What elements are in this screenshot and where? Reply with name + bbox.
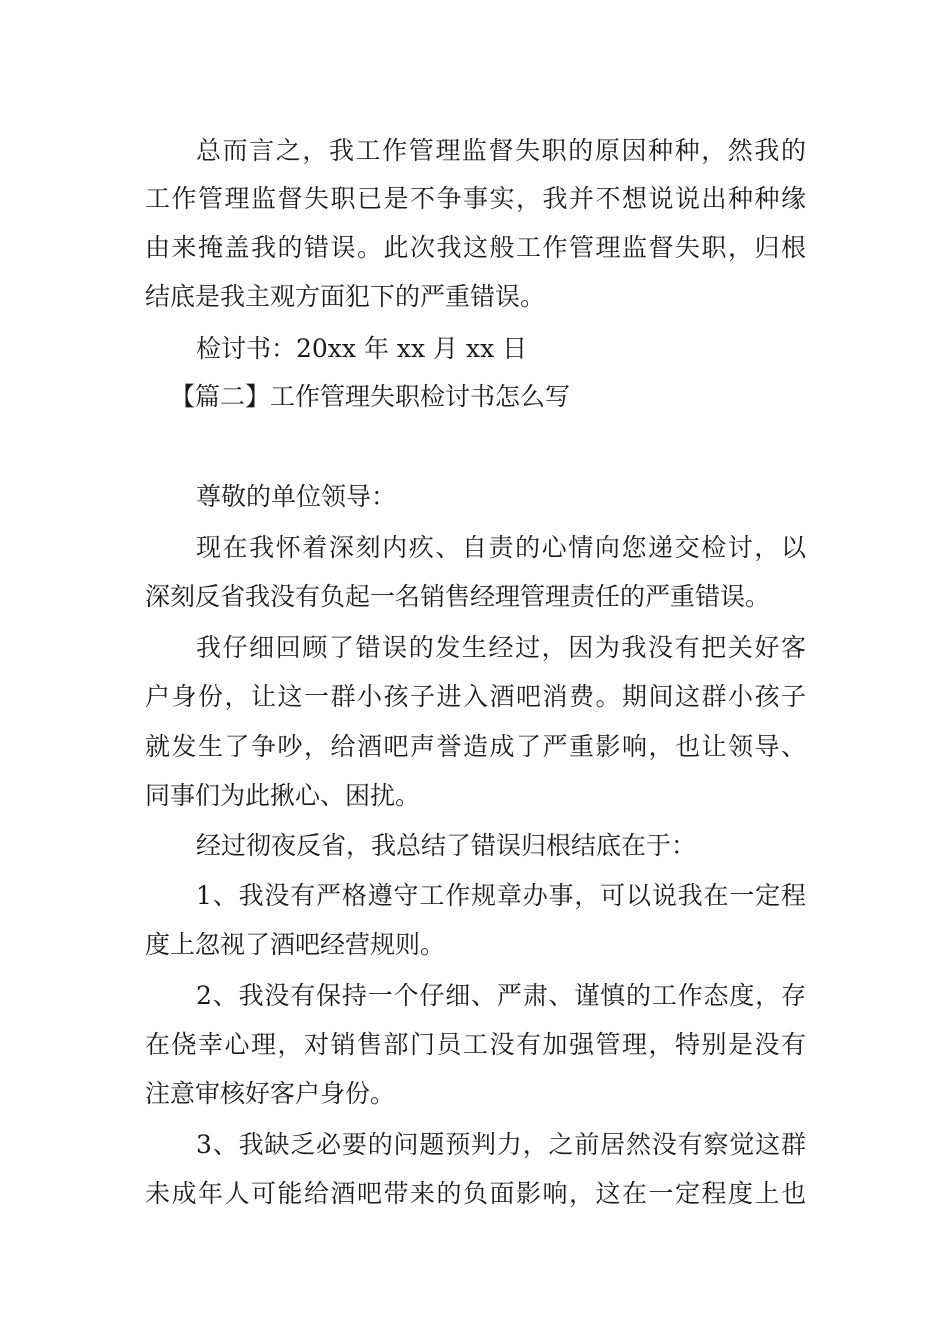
paragraph-line: 我仔细回顾了错误的发生经过，因为我没有把关好客: [196, 633, 806, 662]
paragraph-line: 户身份，让这一群小孩子进入酒吧消费。期间这群小孩子: [145, 682, 806, 711]
review-date-line: 检讨书：20xx 年 xx 月 xx 日: [196, 334, 528, 363]
list-item-line: 在侥幸心理，对销售部门员工没有加强管理，特别是没有: [145, 1030, 806, 1059]
list-item-line: 3、我缺乏必要的问题预判力，之前居然没有察觉这群: [196, 1130, 806, 1159]
paragraph-line: 工作管理监督失职已是不争事实，我并不想说说出种种缘: [145, 184, 806, 213]
paragraph-line: 由来掩盖我的错误。此次我这般工作管理监督失职，归根: [145, 233, 806, 262]
paragraph-line: 就发生了争吵，给酒吧声誉造成了严重影响，也让领导、: [145, 732, 806, 761]
paragraph-line: 经过彻夜反省，我总结了错误归根结底在于：: [196, 831, 697, 860]
paragraph-line: 现在我怀着深刻内疚、自责的心情向您递交检讨，以: [196, 533, 806, 562]
paragraph-line: 结底是我主观方面犯下的严重错误。: [145, 282, 546, 311]
paragraph-line: 深刻反省我没有负起一名销售经理管理责任的严重错误。: [145, 582, 771, 611]
list-item-line: 未成年人可能给酒吧带来的负面影响，这在一定程度上也: [145, 1179, 806, 1208]
list-item-line: 度上忽视了酒吧经营规则。: [145, 930, 446, 959]
paragraph-line: 总而言之，我工作管理监督失职的原因种种，然我的: [196, 136, 806, 165]
salutation: 尊敬的单位领导：: [196, 482, 397, 511]
list-item-line: 1、我没有严格遵守工作规章办事，可以说我在一定程: [196, 881, 806, 910]
paragraph-line: 同事们为此揪心、困扰。: [145, 781, 421, 810]
list-item-line: 注意审核好客户身份。: [145, 1079, 396, 1108]
section-heading: 【篇二】工作管理失职检讨书怎么写: [170, 382, 571, 411]
list-item-line: 2、我没有保持一个仔细、严肃、谨慎的工作态度，存: [196, 981, 806, 1010]
